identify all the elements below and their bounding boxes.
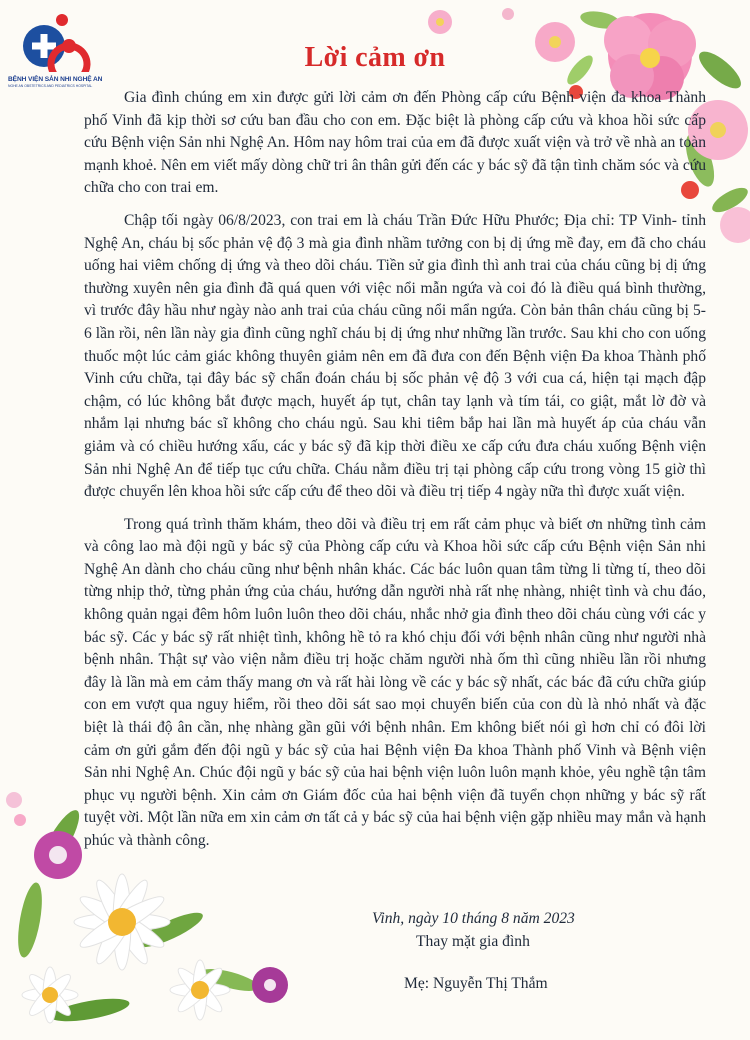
letter-paragraph: Gia đình chúng em xin được gửi lời cảm ơn đến Phòng cấp cứu Bệnh viện đa khoa Thành phố Vinh đã kịp thời sơ cứu ban đầu cho con em. Đặc biệt là phòng cấp cứu và khoa hồi sức cấp cứu Bệnh viện Sản nhi Nghệ An. Hôm nay hôm trai của em đã được xuất viện và trở về nhà an toàn mạnh khoẻ. Nên em viết mấy dòng chữ tri ân thân gửi đến các y bác sỹ đã tận tình chăm sóc và cứu chữa cho con trai em.	[84, 89, 706, 197]
signature-name: Mẹ: Nguyễn Thị Thắm	[404, 975, 548, 993]
letter-paragraph: Chập tối ngày 06/8/2023, con trai em là cháu Trần Đức Hữu Phước; Địa chỉ: TP Vinh- tỉnh Nghệ An, cháu bị sốc phản vệ độ 3 mà gia đình nhầm tưởng con bị dị ứng mề đay, em đã cho cháu uống hai viêm chống dị ứng và theo dõi cháu. Tiền sử gia đình thì anh trai của cháu cũng bị dị ứng thường xuyên nên gia đình đã quá quen với việc nổi mẫn ngứa và coi đó là điều quá bình thường, vì trước đây hầu như ngày nào anh trai của cháu cũng nổi mẩn ngứa. Còn bản thân cháu cũng bị 5-6 lần rồi, nên lần này gia đình cũng nghĩ cháu bị dị ứng như những lần trước. Sau khi cho con uống thuốc một lúc cảm giác không thuyên giảm nên em đã đưa con đến Bệnh viện Đa khoa Thành phố Vinh cứu chữa, tại đây bác sỹ chẩn đoán cháu bị sốc phản vệ độ 3 với cua cá, hiện tại mạch đập chậm, có lúc không bắt được mạch, huyết áp tụt, chân tay lạnh và tím tái, co giật, mắt lờ đờ và nhắm lại nhưng bác sĩ không cho cháu ngủ. Sau khi tiêm bắp hai lần mà huyết áp của cháu vẫn giảm và có chiều hướng xấu, các y bác sỹ đã kịp thời điều xe cấp cứu đưa cháu xuống Bệnh viện Sản nhi Nghệ An để tiếp tục cứu chữa. Cháu nằm điều trị tại phòng cấp cứu trong vòng 15 giờ thì được chuyển lên khoa hồi sức cấp cứu để theo dõi và điều trị tiếp 4 ngày nữa thì được xuất viện.	[84, 211, 706, 501]
letter-paragraph: Trong quá trình thăm khám, theo dõi và điều trị em rất cảm phục và biết ơn những tình cảm và công lao mà đội ngũ y bác sỹ của Phòng cấp cứu và Khoa hồi sức cấp cứu Bệnh viện Sản nhi Nghệ An dành cho cháu cũng như bệnh nhân khác. Các bác luôn quan tâm từng li từng tí, theo dõi từng nhịp thở, từng phản ứng của cháu, hướng dẫn người nhà rất nhẹ nhàng, nhiệt tình và chu đáo, không quản ngại đêm hôm luôn luôn theo dõi cháu, nhắc nhở gia đình theo dõi cháu cùng với các y bác sỹ. Các y bác sỹ rất nhiệt tình, không hề tỏ ra khó chịu đối với bệnh nhân cũng như người nhà bệnh nhân. Thật sự vào viện nằm điều trị hoặc chăm người nhà ốm thì cũng nhiều lần rồi nhưng đây là lần mà em cảm thấy mang ơn và rất hài lòng về các y bác sỹ nhất, các bác đã cứu chữa giúp con em vượt qua nguy hiểm, rồi theo dõi sát sao mọi chuyển biến của con dù là nhỏ nhất và đặc biệt là thái độ ân cần, nhẹ nhàng gần gũi với bệnh nhân. Em không biết nói gì hơn chỉ có đôi lời cảm ơn gửi gắm đến đội ngũ y bác sỹ của hai Bệnh viện Đa khoa Thành phố Vinh và Bệnh viện Sản nhi Nghệ An. Chúc đội ngũ y bác sỹ của hai bệnh viện luôn luôn mạnh khỏe, yêu nghề tận tâm phục vụ người bệnh. Xin cảm ơn Giám đốc của hai bệnh viện đã tuyển chọn những y bác sỹ rất tuyệt vời. Một lần nữa em xin cảm ơn tất cả y bác sỹ của hai bệnh viện gặp nhiều may mắn và hạnh phúc và thành công.	[84, 515, 706, 849]
signature-block	[360, 908, 620, 996]
signature-role: Thay mặt gia đình	[416, 932, 530, 950]
signature-date: Vinh, ngày 10 tháng 8 năm 2023	[372, 910, 575, 927]
hospital-english-name: NGHE AN OBSTETRICS AND PEDIATRICS HOSPITAL	[8, 84, 93, 88]
letter-body	[84, 87, 706, 863]
letter-title: Lời cảm ơn	[304, 42, 446, 73]
hospital-name: BỆNH VIỆN SẢN NHI NGHỆ AN	[8, 76, 103, 83]
